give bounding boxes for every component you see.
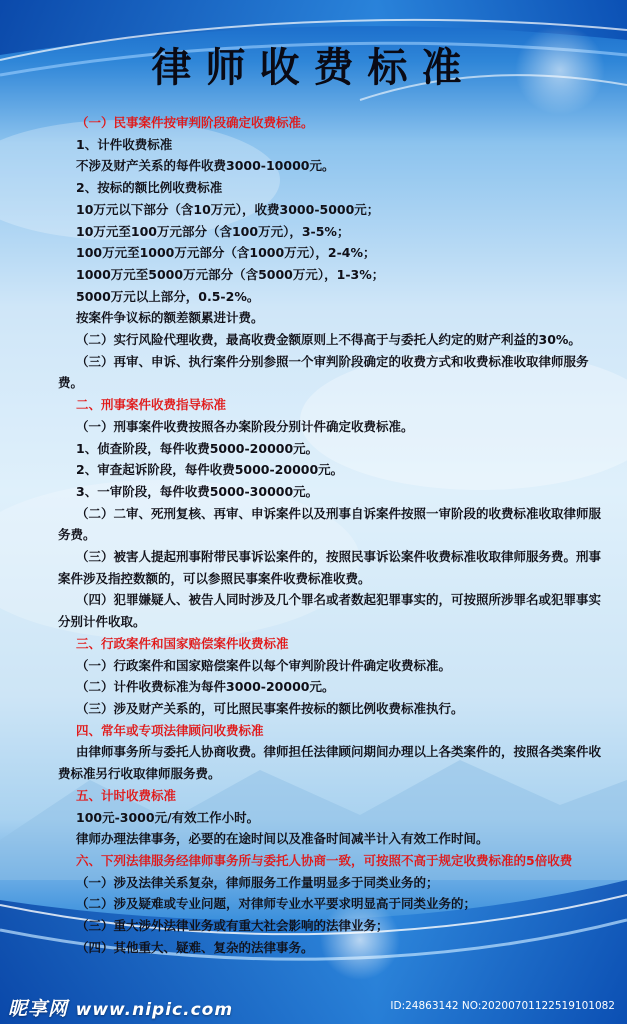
paragraph: 100元-3000元/有效工作小时。 — [76, 809, 260, 825]
paragraph: 由律师事务所与委托人协商收费。律师担任法律顾问期间办理以上各类案件的，按照各类案件收费标准另行收取律师服务费。 — [58, 744, 602, 782]
paragraph: 10万元以下部分（含10万元），收费3000-5000元； — [76, 201, 380, 217]
paragraph: 2、审查起诉阶段，每件收费5000-20000元。 — [76, 462, 344, 478]
paragraph: （三）重大涉外法律业务或有重大社会影响的法律业务； — [76, 918, 389, 934]
paragraph: （三）再审、申诉、执行案件分别参照一个审判阶段确定的收费方式和收费标准收取律师服务费。 — [58, 353, 589, 391]
nipic-logo — [8, 994, 233, 1021]
paragraph: 1、侦查阶段，每件收费5000-20000元。 — [76, 440, 319, 456]
logo-text: 昵享网 — [8, 998, 69, 1020]
paragraph: 2、按标的额比例收费标准 — [76, 180, 223, 196]
fee-standard-content — [58, 112, 610, 958]
paragraph: （二）实行风险代理收费，最高收费金额原则上不得高于与委托人约定的财产利益的30%。 — [76, 332, 581, 348]
paragraph: （三）涉及财产关系的，可比照民事案件按标的额比例收费标准执行。 — [76, 700, 464, 716]
photo-id: ID:24863142 NO:20200701122519101082 — [390, 1000, 615, 1012]
page-title: 律师收费标准 — [151, 44, 476, 91]
paragraph: （四）犯罪嫌疑人、被告人同时涉及几个罪名或者数起犯罪事实的，可按照所涉罪名或犯罪事实分别计件收取。 — [58, 592, 602, 630]
paragraph: （二）涉及疑难或专业问题，对律师专业水平要求明显高于同类业务的； — [76, 896, 477, 912]
paragraph: 100万元至1000万元部分（含1000万元），2-4%； — [76, 245, 376, 261]
paragraph: 5000万元以上部分，0.5-2%。 — [76, 288, 260, 304]
paragraph: （四）其他重大、疑难、复杂的法律事务。 — [76, 939, 314, 955]
paragraph: （二）二审、死刑复核、再审、申诉案件以及刑事自诉案件按照一审阶段的收费标准收取律师服务费。 — [58, 505, 602, 543]
section-heading: （一）民事案件按审判阶段确定收费标准。 — [76, 115, 314, 130]
logo-url: www.nipic.com — [75, 1000, 234, 1020]
section-heading: 六、下列法律服务经律师事务所与委托人协商一致，可按照不高于规定收费标准的5倍收费 — [76, 852, 573, 868]
paragraph: （三）被害人提起刑事附带民事诉讼案件的，按照民事诉讼案件收费标准收取律师服务费。刑事案件涉及指控数额的，可以参照民事案件收费标准收费。 — [58, 549, 602, 586]
paragraph: 1000万元至5000万元部分（含5000万元），1-3%； — [76, 266, 385, 282]
paragraph: （一）涉及法律关系复杂，律师服务工作量明显多于同类业务的； — [76, 874, 439, 890]
paragraph: 10万元至100万元部分（含100万元），3-5%； — [76, 223, 350, 239]
section-heading: 三、行政案件和国家赔偿案件收费标准 — [76, 635, 289, 651]
paragraph: （一）行政案件和国家赔偿案件以每个审判阶段计件确定收费标准。 — [76, 657, 452, 673]
paragraph: 不涉及财产关系的每件收费3000-10000元。 — [76, 158, 335, 174]
section-heading: 四、常年或专项法律顾问收费标准 — [76, 722, 264, 738]
paragraph: 按案件争议标的额差额累进计费。 — [76, 310, 264, 326]
section-heading: 五、计时收费标准 — [76, 787, 177, 803]
paragraph: 律师办理法律事务，必要的在途时间以及准备时间减半计入有效工作时间。 — [76, 831, 489, 847]
paragraph: 1、计件收费标准 — [76, 136, 173, 152]
paragraph: （二）计件收费标准为每件3000-20000元。 — [76, 679, 335, 695]
section-heading: 二、刑事案件收费指导标准 — [76, 397, 227, 413]
paragraph: （一）刑事案件收费按照各办案阶段分别计件确定收费标准。 — [76, 418, 414, 434]
paragraph: 3、一审阶段，每件收费5000-30000元。 — [76, 483, 319, 499]
